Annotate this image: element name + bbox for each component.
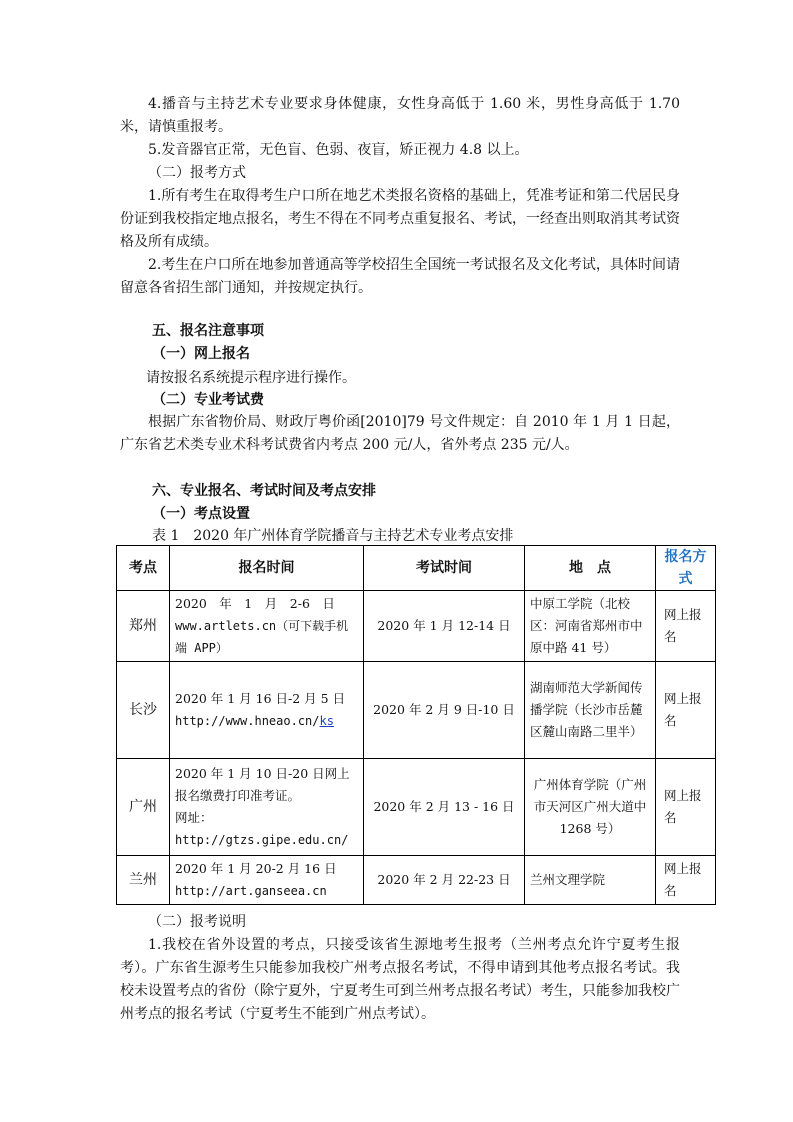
section-5-title: 五、报名注意事项	[152, 323, 264, 339]
table-row	[117, 856, 716, 905]
table-caption: 表 1 2020 年广州体育学院播音与主持艺术专业考点安排	[152, 528, 514, 544]
section-5-text1: 请按报名系统提示程序进行操作。	[146, 370, 356, 386]
notes-subheading: （二）报考说明	[148, 914, 246, 930]
cell-location: 兰州文理学院	[525, 856, 656, 905]
header-registration-method: 报名方式	[656, 546, 716, 591]
cell-exam-time: 2020 年 2 月 22-23 日	[364, 856, 525, 905]
cell-site: 长沙	[117, 662, 170, 759]
registration-url-label: 网址：	[175, 810, 213, 825]
cell-registration-time	[170, 856, 364, 905]
registration-date: 2020 年 1 月 16 日-2 月 5 日	[175, 691, 346, 706]
table-row	[117, 759, 716, 856]
paragraph-height-requirement: 4.播音与主持艺术专业要求身体健康，女性身高低于 1.60 米，男性身高低于 1.70 米，请慎重报考。	[120, 96, 680, 135]
cell-registration-method: 网上报名	[656, 856, 716, 905]
cell-exam-time: 2020 年 2 月 13 - 16 日	[364, 759, 525, 856]
registration-date: 2020 年 1 月 10 日-20 日网上报名缴费打印准考证。	[175, 766, 350, 803]
cell-location: 中原工学院（北校区：河南省郑州市中原中路 41 号）	[525, 591, 656, 662]
header-location: 地 点	[525, 546, 656, 591]
registration-url-base[interactable]: http://www.hneao.cn/	[175, 714, 320, 728]
cell-exam-time: 2020 年 2 月 9 日-10 日	[364, 662, 525, 759]
section-6-title: 六、专业报名、考试时间及考点安排	[152, 483, 376, 499]
table-row	[117, 591, 716, 662]
paragraph-registration-rule-1: 1.所有考生在取得考生户口所在地艺术类报名资格的基础上，凭准考证和第二代居民身份证到我校指定地点报名，考生不得在不同考点重复报名、考试，一经查出则取消其考试资格及所有成绩。	[120, 188, 680, 250]
cell-site: 郑州	[117, 591, 170, 662]
exam-site-table	[116, 545, 716, 905]
section-5-sub1: （一）网上报名	[152, 346, 250, 362]
cell-registration-method: 网上报名	[656, 662, 716, 759]
table-header-row	[117, 546, 716, 591]
cell-site: 兰州	[117, 856, 170, 905]
registration-url[interactable]: http://art.ganseea.cn	[175, 884, 327, 898]
cell-registration-time	[170, 591, 364, 662]
cell-site: 广州	[117, 759, 170, 856]
registration-url-link[interactable]: ks	[319, 714, 334, 728]
cell-location: 广州体育学院（广州市天河区广州大道中 1268 号）	[525, 759, 656, 856]
registration-url[interactable]: www.artlets.cn（可下载手机端 APP）	[175, 619, 349, 655]
cell-registration-time	[170, 662, 364, 759]
header-registration-time: 报名时间	[170, 546, 364, 591]
registration-date: 2020 年 1 月 20-2 月 16 日	[175, 861, 337, 876]
header-site: 考点	[117, 546, 170, 591]
cell-registration-time	[170, 759, 364, 856]
registration-url[interactable]: http://gtzs.gipe.edu.cn/	[175, 833, 349, 847]
section-6-sub1: （一）考点设置	[152, 506, 250, 522]
registration-date: 2020 年 1 月 2-6 日	[175, 596, 335, 611]
registration-url[interactable]	[175, 710, 358, 732]
paragraph-vision-requirement: 5.发音器官正常，无色盲、色弱、夜盲，矫正视力 4.8 以上。	[148, 142, 529, 158]
section-5-sub2: （二）专业考试费	[152, 392, 264, 408]
cell-registration-method: 网上报名	[656, 591, 716, 662]
cell-location: 湖南师范大学新闻传播学院（长沙市岳麓区麓山南路二里半）	[525, 662, 656, 759]
header-exam-time: 考试时间	[364, 546, 525, 591]
notes-text-1: 1.我校在省外设置的考点，只接受该省生源地考生报考（兰州考点允许宁夏考生报考）。广东省生源考生只能参加我校广州考点报名考试，不得申请到其他考点报名考试。我校未设置考点的省份（除宁夏外，宁夏考生可到兰州考点报名考试）考生，只能参加我校广州考点的报名考试（宁夏考生不能到广州点考试）。	[120, 937, 680, 1022]
paragraph-registration-rule-2: 2.考生在户口所在地参加普通高等学校招生全国统一考试报名及文化考试，具体时间请留意各省招生部门通知，并按规定执行。	[120, 257, 680, 296]
subheading-registration-method: （二）报考方式	[148, 165, 246, 181]
section-5-text2: 根据广东省物价局、财政厅粤价函[2010]79 号文件规定：自 2010 年 1 月 1 日起，广东省艺术类专业术科考试费省内考点 200 元/人，省外考点 235 元/人。	[120, 414, 680, 453]
cell-exam-time: 2020 年 1 月 12-14 日	[364, 591, 525, 662]
cell-registration-method: 网上报名	[656, 759, 716, 856]
table-row	[117, 662, 716, 759]
